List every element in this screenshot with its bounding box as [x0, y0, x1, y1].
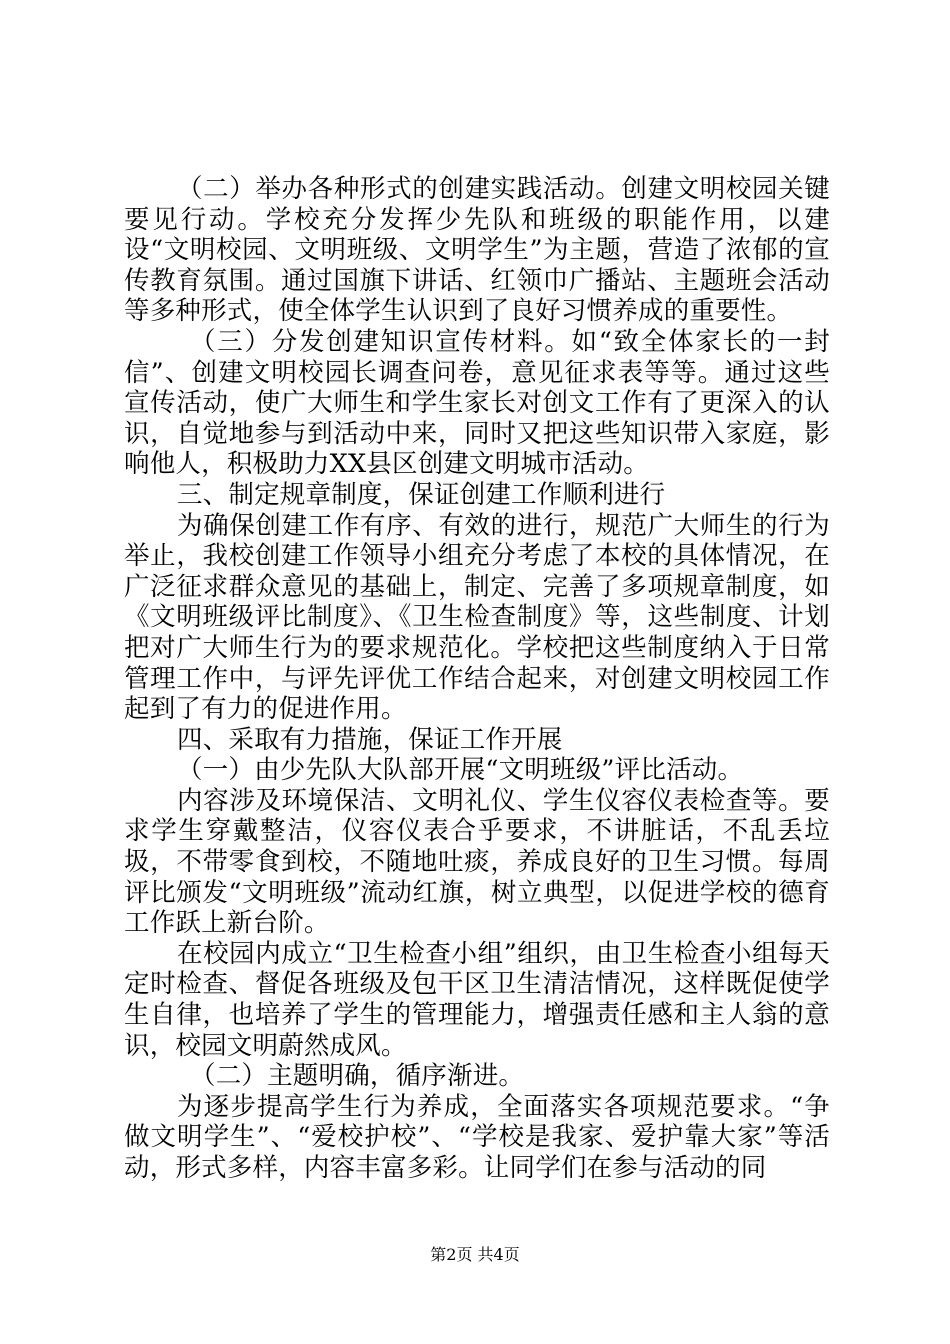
- subheading-theme: （二）主题明确，循序渐进。: [190, 1061, 525, 1092]
- section-heading-measures: 四、采取有力措施，保证工作开展: [177, 724, 563, 755]
- page-number-footer: 第2页 共4页: [430, 1245, 520, 1264]
- paragraph-rules: 为确保创建工作有序、有效的进行，规范广大师生的行为举止，我校创建工作领导小组充分考虑了本校的具体情况，在广泛征求群众意见的基础上，制定、完善了多项规章制度，如《文明班级评比制度》、《卫生检查制度》等，这些制度、计划把对广大师生行为的要求规范化。学校把这些制度纳入于日常管理工作中，与评先评优工作结合起来，对创建文明校园工作起到了有力的促进作用。: [124, 510, 830, 725]
- paragraph-hygiene-group: 在校园内成立“卫生检查小组”组织，由卫生检查小组每天定时检查、督促各班级及包干区卫生清洁情况，这样既促使学生自律，也培养了学生的管理能力，增强责任感和主人翁的意识，校园文明蔚然成风。: [124, 938, 830, 1061]
- paragraph-inspection: 内容涉及环境保洁、文明礼仪、学生仪容仪表检查等。要求学生穿戴整洁，仪容仪表合乎要求，不讲脏话，不乱丢垃圾，不带零食到校，不随地吐痰，养成良好的卫生习惯。每周评比颁发“文明班级”流动红旗，树立典型，以促进学校的德育工作跃上新台阶。: [124, 785, 830, 939]
- subheading-civilized-class: （一）由少先队大队部开展“文明班级”评比活动。: [177, 755, 744, 786]
- document-body: [124, 174, 830, 1184]
- section-heading-rules: 三、制定规章制度，保证创建工作顺利进行: [177, 479, 666, 510]
- paragraph-activities: （二）举办各种形式的创建实践活动。创建文明校园关键要见行动。学校充分发挥少先队和班级的职能作用，以建设“文明校园、文明班级、文明学生”为主题，营造了浓郁的宣传教育氛围。通过国旗下讲话、红领巾广播站、主题班会活动等多种形式，使全体学生认识到了良好习惯养成的重要性。: [124, 174, 830, 327]
- paragraph-materials: （三）分发创建知识宣传材料。如“致全体家长的一封信”、创建文明校园长调查问卷，意见征求表等等。通过这些宣传活动，使广大师生和学生家长对创文工作有了更深入的认识，自觉地参与到活动中来，同时又把这些知识带入家庭，影响他人，积极助力XX县区创建文明城市活动。: [124, 326, 830, 480]
- paragraph-theme-activities: 为逐步提高学生行为养成，全面落实各项规范要求。“争做文明学生”、“爱校护校”、“学校是我家、爱护靠大家”等活动，形式多样，内容丰富多彩。让同学们在参与活动的同: [124, 1091, 830, 1183]
